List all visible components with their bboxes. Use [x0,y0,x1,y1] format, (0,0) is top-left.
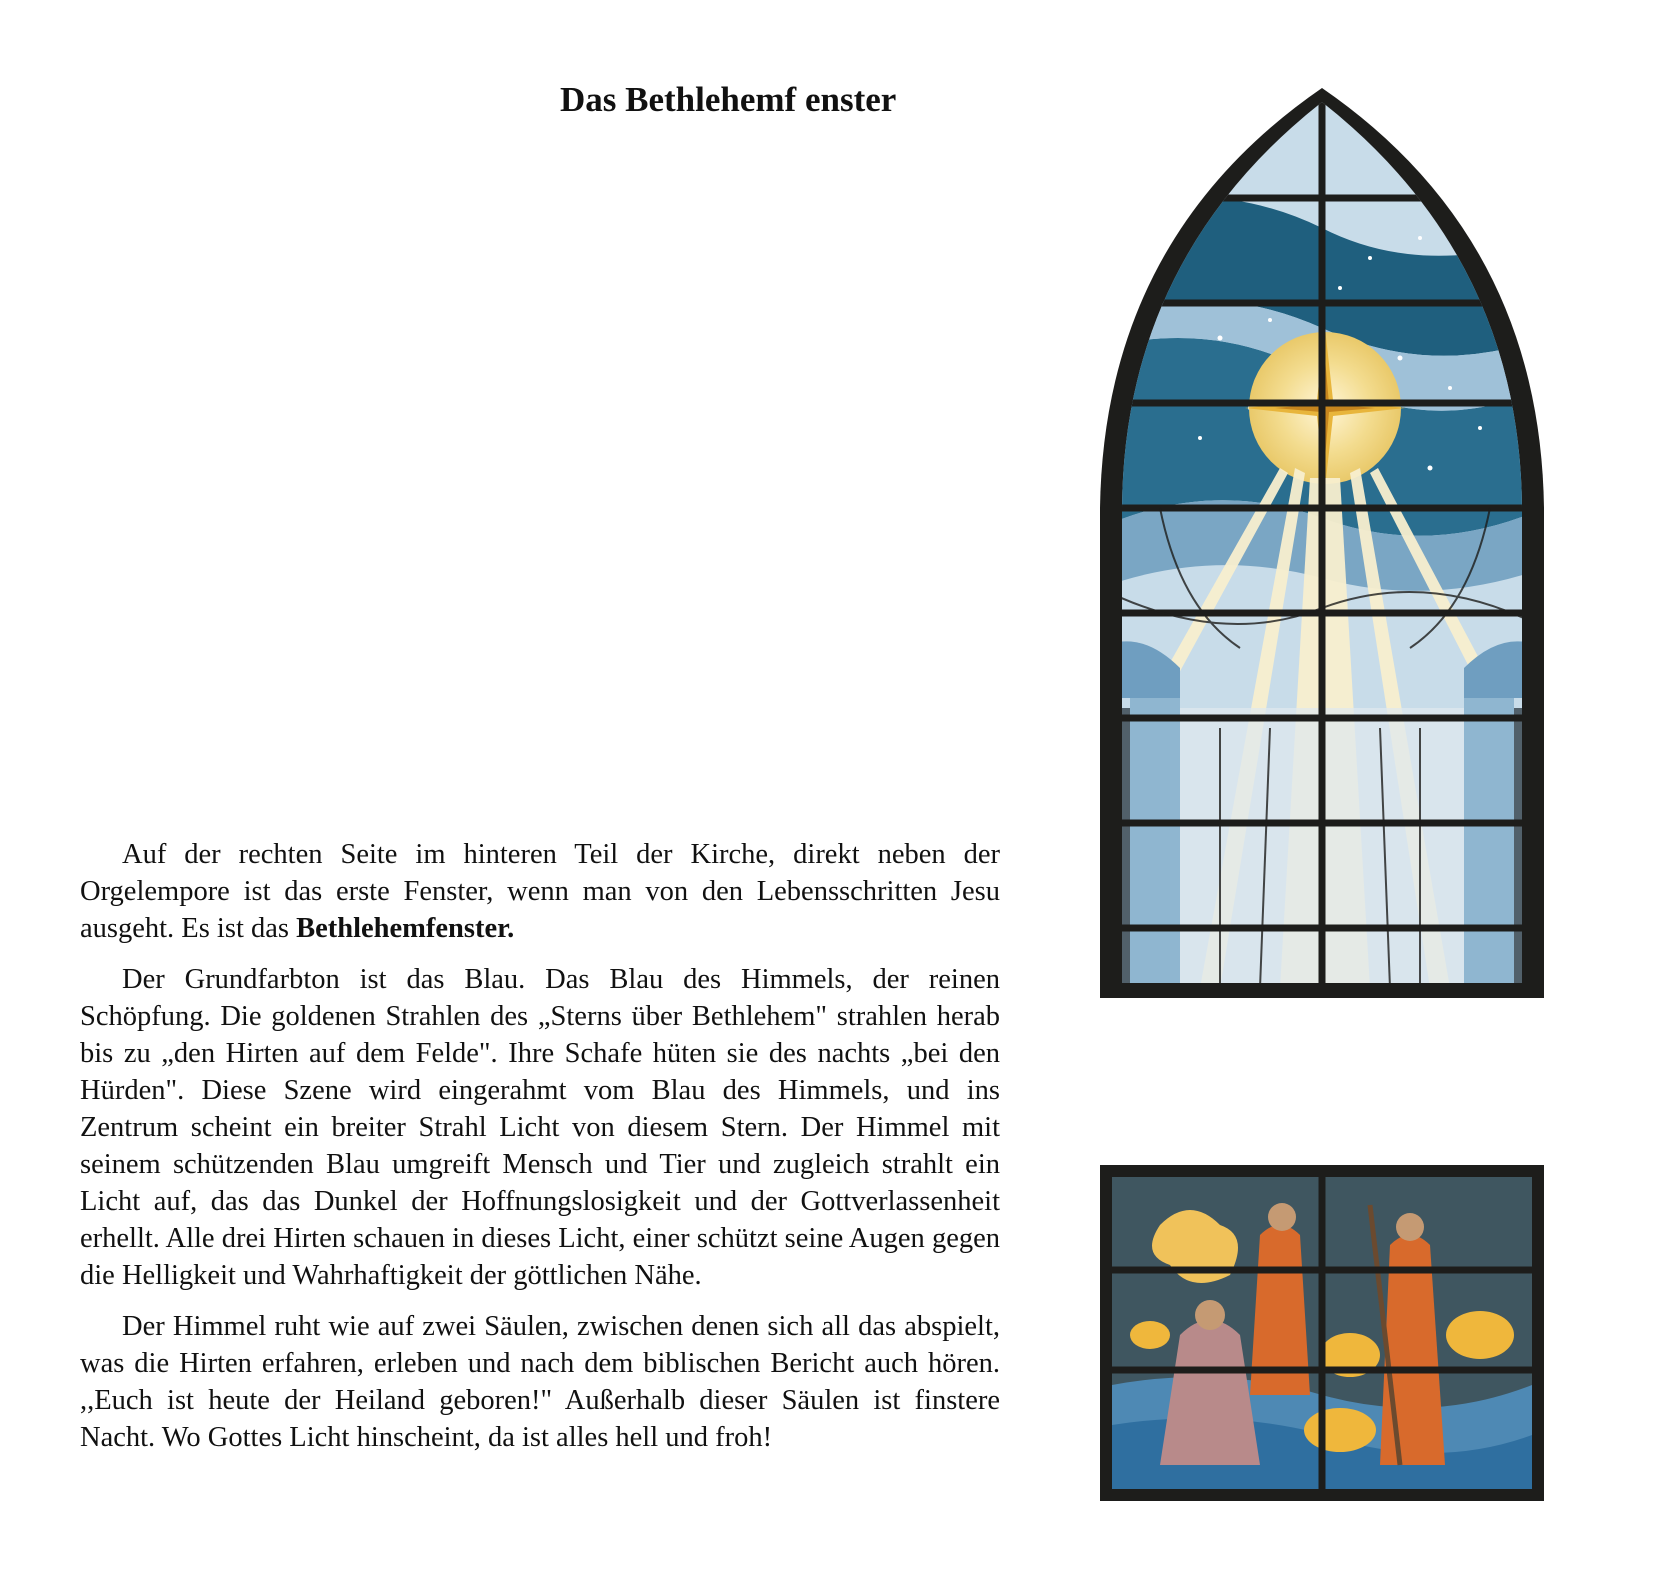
shepherds-panel-image [1100,1165,1544,1501]
body-text [80,836,1000,1470]
paragraph-columns: Der Himmel ruht wie auf zwei Säulen, zwischen denen sich all das abspielt, was die Hirten erfahren, erleben und nach dem biblischen Bericht auch hören. ,,Euch ist heute der Heiland geboren!" Außerhalb dieser Säulen ist finstere Nacht. Wo Gottes Licht hinscheint, da ist alles hell und froh! [80,1311,1000,1453]
window-name-emphasis: Bethlehemfenster. [296,913,515,944]
shepherds-panel-illustration [1100,1165,1544,1501]
bethlehem-window-image [1100,88,1544,998]
bethlehem-window-illustration [1100,88,1544,998]
paragraph-intro-text: Auf der rechten Seite im hinteren Teil der Kirche, direkt neben der Orgelempore ist das erste Fenster, wenn man von den Lebensschritten Jesu ausgeht. Es ist das [80,839,1000,944]
paragraph-intro [80,836,1000,947]
paragraph-description: Der Grundfarbton ist das Blau. Das Blau des Himmels, der reinen Schöpfung. Die goldenen Strahlen des „Sterns über Bethlehem" strahlen herab bis zu „den Hirten auf dem Felde". Ihre Schafe hüten sie des nachts „bei den Hürden". Diese Szene wird eingerahmt vom Blau des Himmels, und ins Zentrum scheint ein breiter Strahl Licht von diesem Stern. Der Himmel mit seinem schützenden Blau umgreift Mensch und Tier und zugleich strahlt ein Licht auf, das das Dunkel der Hoffnungslosigkeit und der Gottverlassenheit erhellt. Alle drei Hirten schauen in dieses Licht, einer schützt seine Augen gegen die Helligkeit und Wahrhaftigkeit der göttlichen Nähe. [80,964,1000,1291]
page-title: Das Bethlehemf enster [560,80,897,119]
